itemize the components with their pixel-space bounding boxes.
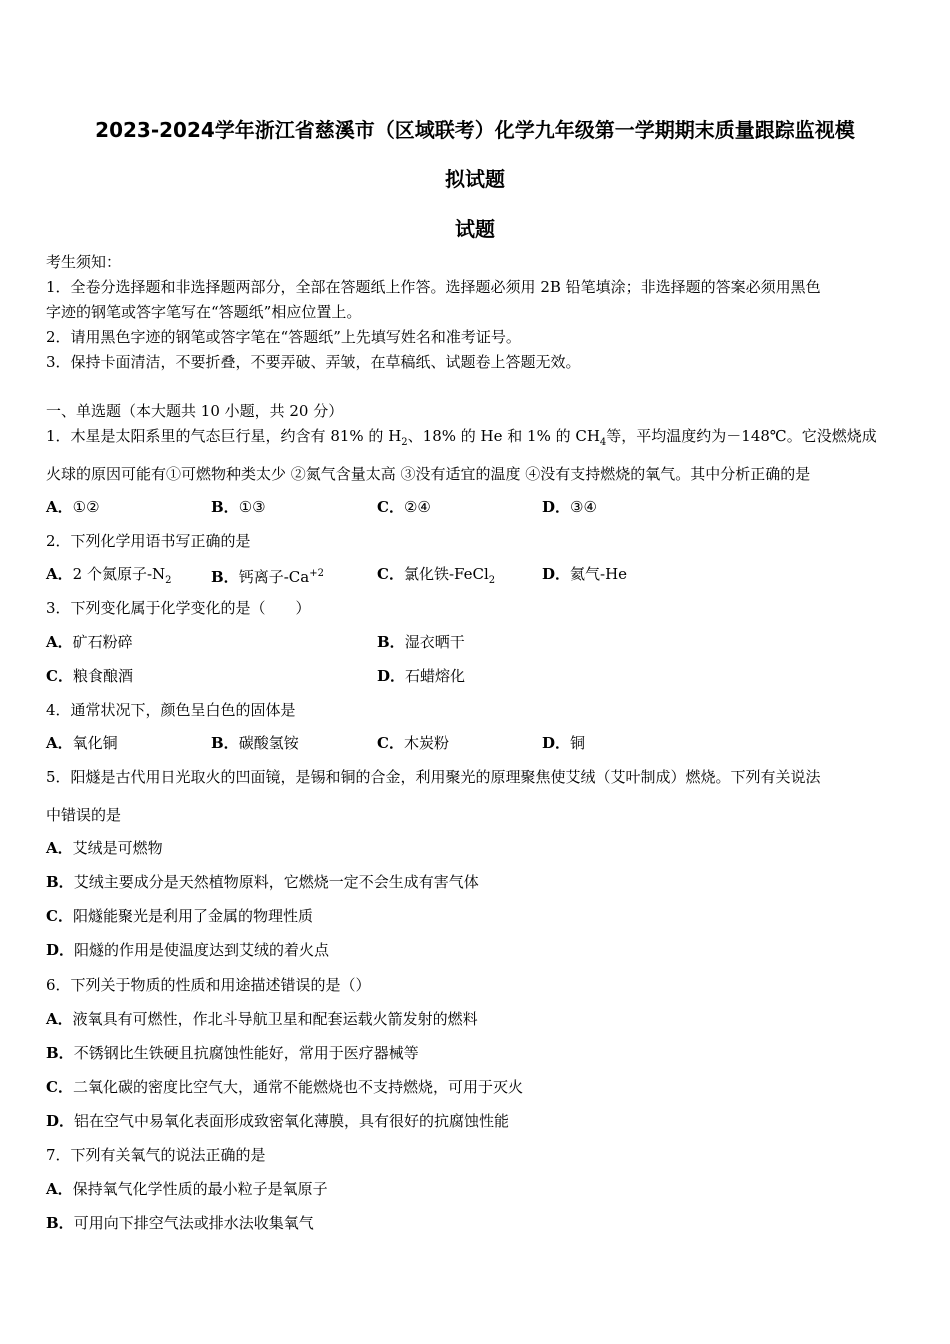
- option-letter: C．: [46, 1078, 73, 1096]
- notice-item-3: 3．保持卡面清洁，不要折叠，不要弄破、弄皱，在草稿纸、试题卷上答题无效。: [46, 353, 581, 371]
- notice-heading: 考生须知：: [46, 253, 122, 271]
- option-letter: B．: [46, 1214, 74, 1232]
- option-letter: B．: [211, 568, 239, 586]
- option-letter: D．: [46, 941, 75, 959]
- option-text: 液氧具有可燃性，作北斗导航卫星和配套运载火箭发射的燃料: [72, 1010, 478, 1028]
- exam-subtitle: 试题: [455, 217, 495, 241]
- q7-option-a[interactable]: [46, 1179, 328, 1199]
- option-superscript: +2: [309, 568, 324, 579]
- q4-option-b[interactable]: [211, 733, 299, 753]
- notice-item-1a: 1．全卷分选择题和非选择题两部分，全部在答题纸上作答。选择题必须用 2B 铅笔填涂；非选择题的答案必须用黑色: [46, 278, 821, 296]
- q5-stem-line1: 5．阳燧是古代用日光取火的凹面镜，是锡和铜的合金，利用聚光的原理聚焦使艾绒（艾叶制成）燃烧。下列有关说法: [46, 768, 821, 786]
- q4-stem: 4．通常状况下，颜色呈白色的固体是: [46, 701, 296, 719]
- q5-option-a[interactable]: [46, 838, 163, 858]
- option-text: 粮食酿酒: [72, 667, 133, 685]
- q1-sub-ch4: 4: [599, 437, 607, 448]
- option-letter: A．: [46, 734, 73, 752]
- q2-option-c[interactable]: [377, 564, 495, 591]
- exam-title-line1: 2023-2024学年浙江省慈溪市（区域联考）化学九年级第一学期期末质量跟踪监视模: [95, 118, 855, 142]
- option-text: 铝在空气中易氧化表面形成致密氧化薄膜，具有很好的抗腐蚀性能: [74, 1112, 510, 1130]
- option-text: 艾绒是可燃物: [72, 839, 163, 857]
- q1-option-c[interactable]: [377, 497, 431, 517]
- option-letter: C．: [377, 734, 404, 752]
- option-letter: B．: [46, 1044, 74, 1062]
- option-letter: A．: [46, 1180, 73, 1198]
- q1-text-b: 、18% 的 He 和 1% 的 CH: [407, 427, 600, 445]
- q6-option-c[interactable]: [46, 1077, 523, 1097]
- q2-option-a[interactable]: [46, 564, 172, 591]
- q2-option-d[interactable]: [542, 564, 627, 584]
- option-letter: B．: [211, 734, 239, 752]
- q7-option-b[interactable]: [46, 1213, 314, 1233]
- option-text: 不锈钢比生铁硬且抗腐蚀性能好，常用于医疗器械等: [73, 1044, 419, 1062]
- q3-option-c[interactable]: [46, 666, 133, 686]
- option-text: 氯化铁-FeCl: [403, 565, 489, 583]
- q1-option-d[interactable]: [542, 497, 597, 517]
- option-letter: C．: [46, 667, 73, 685]
- exam-title-line2: 拟试题: [445, 167, 505, 191]
- notice-item-2: 2．请用黑色字迹的钢笔或答字笔在“答题纸”上先填写姓名和准考证号。: [46, 328, 521, 346]
- option-text: 二氧化碳的密度比空气大，通常不能燃烧也不支持燃烧，可用于灭火: [72, 1078, 523, 1096]
- option-text: 矿石粉碎: [72, 633, 133, 651]
- option-text: 碳酸氢铵: [238, 734, 299, 752]
- q4-option-d[interactable]: [542, 733, 585, 753]
- notice-item-1b: 字迹的钢笔或答字笔写在“答题纸”相应位置上。: [46, 303, 362, 321]
- option-text: 木炭粉: [403, 734, 449, 752]
- q3-option-d[interactable]: [377, 666, 465, 686]
- option-text: 氦气-He: [570, 565, 628, 583]
- option-text: 保持氧气化学性质的最小粒子是氧原子: [72, 1180, 328, 1198]
- q1-text-a: 1．木星是太阳系里的气态巨行星，约含有 81% 的 H: [46, 427, 402, 445]
- q2-stem: 2．下列化学用语书写正确的是: [46, 532, 251, 550]
- section-heading: 一、单选题（本大题共 10 小题，共 20 分）: [46, 402, 344, 420]
- option-text: 2 个氮原子-N: [72, 565, 166, 583]
- q3-option-a[interactable]: [46, 632, 133, 652]
- q3-option-b[interactable]: [377, 632, 465, 652]
- option-letter: B．: [211, 498, 239, 516]
- option-text: ③④: [570, 498, 597, 516]
- q7-stem: 7．下列有关氧气的说法正确的是: [46, 1146, 266, 1164]
- option-subscript: 2: [165, 575, 172, 586]
- option-letter: B．: [46, 873, 74, 891]
- q5-option-c[interactable]: [46, 906, 313, 926]
- option-letter: A．: [46, 633, 73, 651]
- q1-text-c: 等，平均温度约为－148℃。它没燃烧成: [606, 427, 877, 445]
- option-letter: D．: [46, 1112, 75, 1130]
- q5-option-b[interactable]: [46, 872, 479, 892]
- q6-option-d[interactable]: [46, 1111, 509, 1131]
- q1-stem-line1: [46, 426, 877, 453]
- q4-option-a[interactable]: [46, 733, 118, 753]
- option-text: 氧化铜: [72, 734, 118, 752]
- option-letter: A．: [46, 565, 73, 583]
- option-text: 艾绒主要成分是天然植物原料，它燃烧一定不会生成有害气体: [73, 873, 479, 891]
- option-letter: C．: [377, 565, 404, 583]
- q5-stem-line2: 中错误的是: [46, 806, 122, 824]
- option-text: 石蜡熔化: [405, 667, 466, 685]
- option-text: ②④: [403, 498, 431, 516]
- option-letter: A．: [46, 1010, 73, 1028]
- q1-option-a[interactable]: [46, 497, 100, 517]
- option-letter: D．: [542, 498, 571, 516]
- option-text: 可用向下排空气法或排水法收集氧气: [73, 1214, 314, 1232]
- option-letter: C．: [377, 498, 404, 516]
- option-text: ①③: [238, 498, 266, 516]
- option-letter: D．: [377, 667, 406, 685]
- option-letter: D．: [542, 734, 571, 752]
- q1-option-b[interactable]: [211, 497, 266, 517]
- q4-option-c[interactable]: [377, 733, 449, 753]
- option-letter: D．: [542, 565, 571, 583]
- option-text: 铜: [570, 734, 586, 752]
- q1-stem-line2: 火球的原因可能有①可燃物种类太少 ②氮气含量太高 ③没有适宜的温度 ④没有支持燃烧的氧气。其中分析正确的是: [46, 465, 811, 483]
- option-text: ①②: [72, 498, 100, 516]
- option-letter: B．: [377, 633, 405, 651]
- q2-option-b[interactable]: [211, 564, 324, 587]
- q6-option-b[interactable]: [46, 1043, 419, 1063]
- q6-option-a[interactable]: [46, 1009, 478, 1029]
- q5-option-d[interactable]: [46, 940, 329, 960]
- option-letter: A．: [46, 498, 73, 516]
- q1-sub-h2: 2: [401, 437, 408, 448]
- option-letter: C．: [46, 907, 73, 925]
- option-text: 湿衣晒干: [404, 633, 465, 651]
- option-text: 阳燧能聚光是利用了金属的物理性质: [72, 907, 313, 925]
- q6-stem: 6．下列关于物质的性质和用途描述错误的是（）: [46, 976, 371, 994]
- option-subscript: 2: [488, 575, 496, 586]
- option-text: 阳燧的作用是使温度达到艾绒的着火点: [74, 941, 330, 959]
- option-text: 钙离子-Ca: [238, 568, 310, 586]
- option-letter: A．: [46, 839, 73, 857]
- q3-stem: 3．下列变化属于化学变化的是（ ）: [46, 599, 311, 617]
